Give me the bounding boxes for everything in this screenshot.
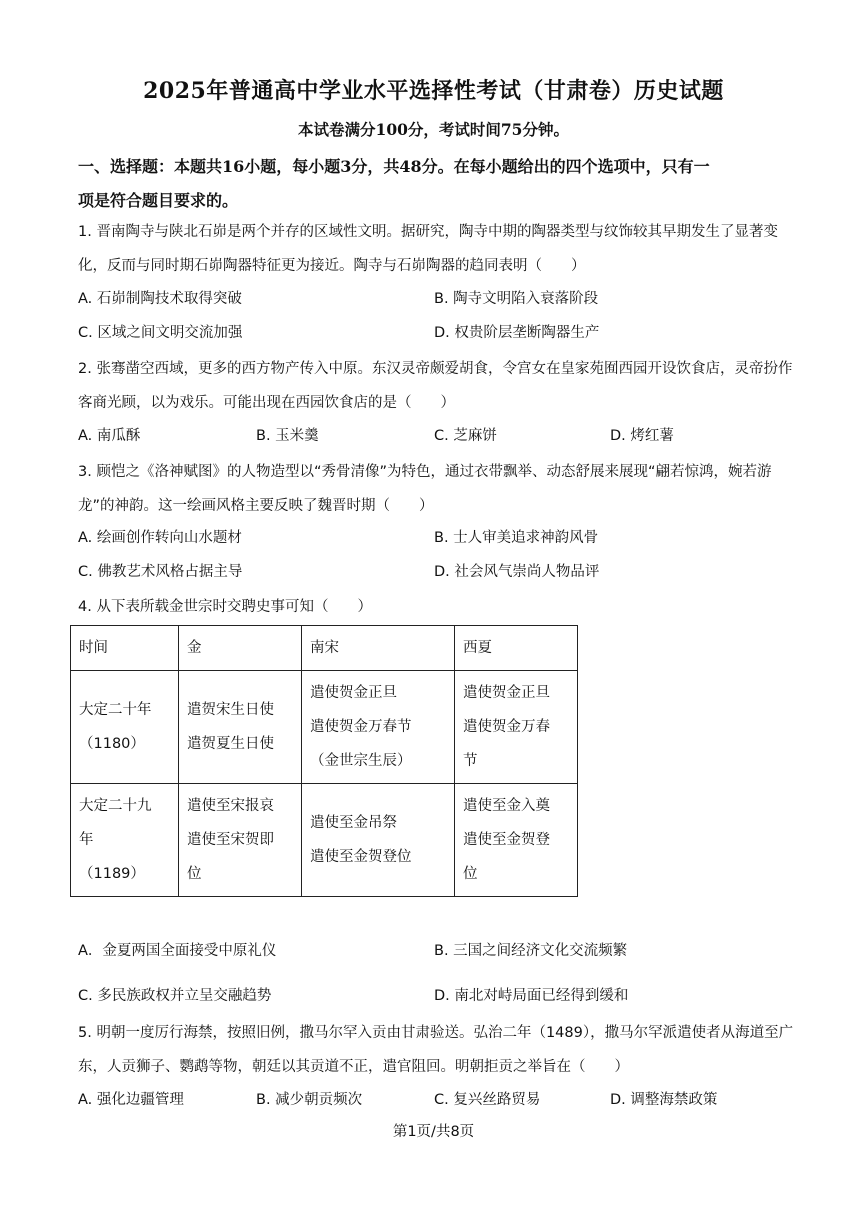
- exam-title: 2025年普通高中学业水平选择性考试（甘肃卷）历史试题: [143, 78, 724, 104]
- exchange-table: [70, 625, 578, 897]
- cell-line: 遣使至金吊祭: [310, 815, 397, 831]
- table-cell: [179, 671, 302, 784]
- table-cell: [179, 784, 302, 897]
- cell-line: （1180）: [79, 736, 145, 752]
- cell-line: 节: [463, 753, 478, 769]
- question-4-option-c: C. 多民族政权并立呈交融趋势: [78, 988, 272, 1004]
- exam-subtitle: 本试卷满分100分，考试时间75分钟。: [298, 120, 569, 139]
- section-heading-line-2: 项是符合题目要求的。: [78, 191, 239, 210]
- question-3-stem: 3. 顾恺之《洛神赋图》的人物造型以“秀骨清像”为特色，通过衣带飘举、动态舒展来展现“翩若惊鸿，婉若游龙”的神韵。这一绘画风格主要反映了魏晋时期（ ）: [78, 464, 772, 514]
- question-3-option-a: A. 绘画创作转向山水题材: [78, 530, 242, 546]
- cell-line: 遣使至宋报哀: [187, 798, 274, 814]
- question-2-stem: 2. 张骞凿空西域，更多的西方物产传入中原。东汉灵帝颇爱胡食，令宫女在皇家苑囿西园开设饮食店，灵帝扮作客商光顾，以为戏乐。可能出现在西园饮食店的是（ ）: [78, 361, 793, 411]
- question-2-option-b: B. 玉米羹: [256, 428, 319, 444]
- question-2-option-c: C. 芝麻饼: [434, 428, 497, 444]
- cell-line: 遣使至金贺登: [463, 832, 550, 848]
- section-heading-line-1: 一、选择题：本题共16小题，每小题3分，共48分。在每小题给出的四个选项中，只有一: [78, 157, 710, 176]
- table-cell: [71, 671, 179, 784]
- table-cell: [302, 784, 455, 897]
- question-3-option-c: C. 佛教艺术风格占据主导: [78, 564, 243, 580]
- question-1-option-d: D. 权贵阶层垄断陶器生产: [434, 325, 600, 341]
- question-1-stem: 1. 晋南陶寺与陕北石峁是两个并存的区域性文明。据研究，陶寺中期的陶器类型与纹饰较其早期发生了显著变化，反而与同时期石峁陶器特征更为接近。陶寺与石峁陶器的趋同表明（ ）: [78, 224, 778, 274]
- question-5-option-a: A. 强化边疆管理: [78, 1092, 184, 1108]
- table-cell: [302, 671, 455, 784]
- cell-line: 大定二十年: [79, 702, 152, 718]
- question-5-option-c: C. 复兴丝路贸易: [434, 1092, 541, 1108]
- question-2-option-d: D. 烤红薯: [610, 428, 674, 444]
- cell-line: 遣使至金入奠: [463, 798, 550, 814]
- table-header-cell: 南宋: [302, 626, 455, 671]
- cell-line: 遣使至金贺登位: [310, 849, 412, 865]
- question-5-stem: 5. 明朝一度厉行海禁，按照旧例，撒马尔罕入贡由甘肃验送。弘治二年（1489），撒马尔罕派遣使者从海道至广东，人贡狮子、鹦鹉等物，朝廷以其贡道不正，遣官阻回。明朝拒贡之举旨在（ ）: [78, 1025, 794, 1075]
- cell-line: 遣贺宋生日使: [187, 702, 274, 718]
- question-1-option-b: B. 陶寺文明陷入衰落阶段: [434, 291, 599, 307]
- table-row: [71, 784, 578, 897]
- cell-line: 遣使贺金万春节: [310, 719, 412, 735]
- cell-line: 年: [79, 832, 94, 848]
- table-header-row: [71, 626, 578, 671]
- table-cell: [71, 784, 179, 897]
- table-header-cell: 时间: [71, 626, 179, 671]
- table-header-cell: 西夏: [455, 626, 578, 671]
- question-1-option-a: A. 石峁制陶技术取得突破: [78, 291, 242, 307]
- cell-line: 遣使贺金万春: [463, 719, 550, 735]
- question-2-option-a: A. 南瓜酥: [78, 428, 141, 444]
- cell-line: 遣使至宋贺即: [187, 832, 274, 848]
- question-3-option-b: B. 士人审美追求神韵风骨: [434, 530, 599, 546]
- cell-line: 遣使贺金正旦: [463, 685, 550, 701]
- question-1-option-c: C. 区域之间文明交流加强: [78, 325, 243, 341]
- table-cell: [455, 784, 578, 897]
- question-4-option-a: A．金夏两国全面接受中原礼仪: [78, 943, 277, 959]
- cell-line: 位: [187, 866, 202, 882]
- question-5-option-d: D. 调整海禁政策: [610, 1092, 718, 1108]
- table-cell: [455, 671, 578, 784]
- question-4-option-d: D. 南北对峙局面已经得到缓和: [434, 988, 629, 1004]
- cell-line: 位: [463, 866, 478, 882]
- section-heading: [78, 150, 798, 218]
- cell-line: （金世宗生辰）: [310, 753, 412, 769]
- cell-line: 大定二十九: [79, 798, 152, 814]
- page-number: 第1页/共8页: [392, 1124, 475, 1140]
- question-5-option-b: B. 减少朝贡频次: [256, 1092, 363, 1108]
- table-row: [71, 671, 578, 784]
- cell-line: （1189）: [79, 866, 145, 882]
- cell-line: 遣贺夏生日使: [187, 736, 274, 752]
- question-3-option-d: D. 社会风气崇尚人物品评: [434, 564, 600, 580]
- question-4-option-b: B. 三国之间经济文化交流频繁: [434, 943, 628, 959]
- table-header-cell: 金: [179, 626, 302, 671]
- question-4-stem: 4. 从下表所载金世宗时交聘史事可知（ ）: [78, 599, 372, 615]
- cell-line: 遣使贺金正旦: [310, 685, 397, 701]
